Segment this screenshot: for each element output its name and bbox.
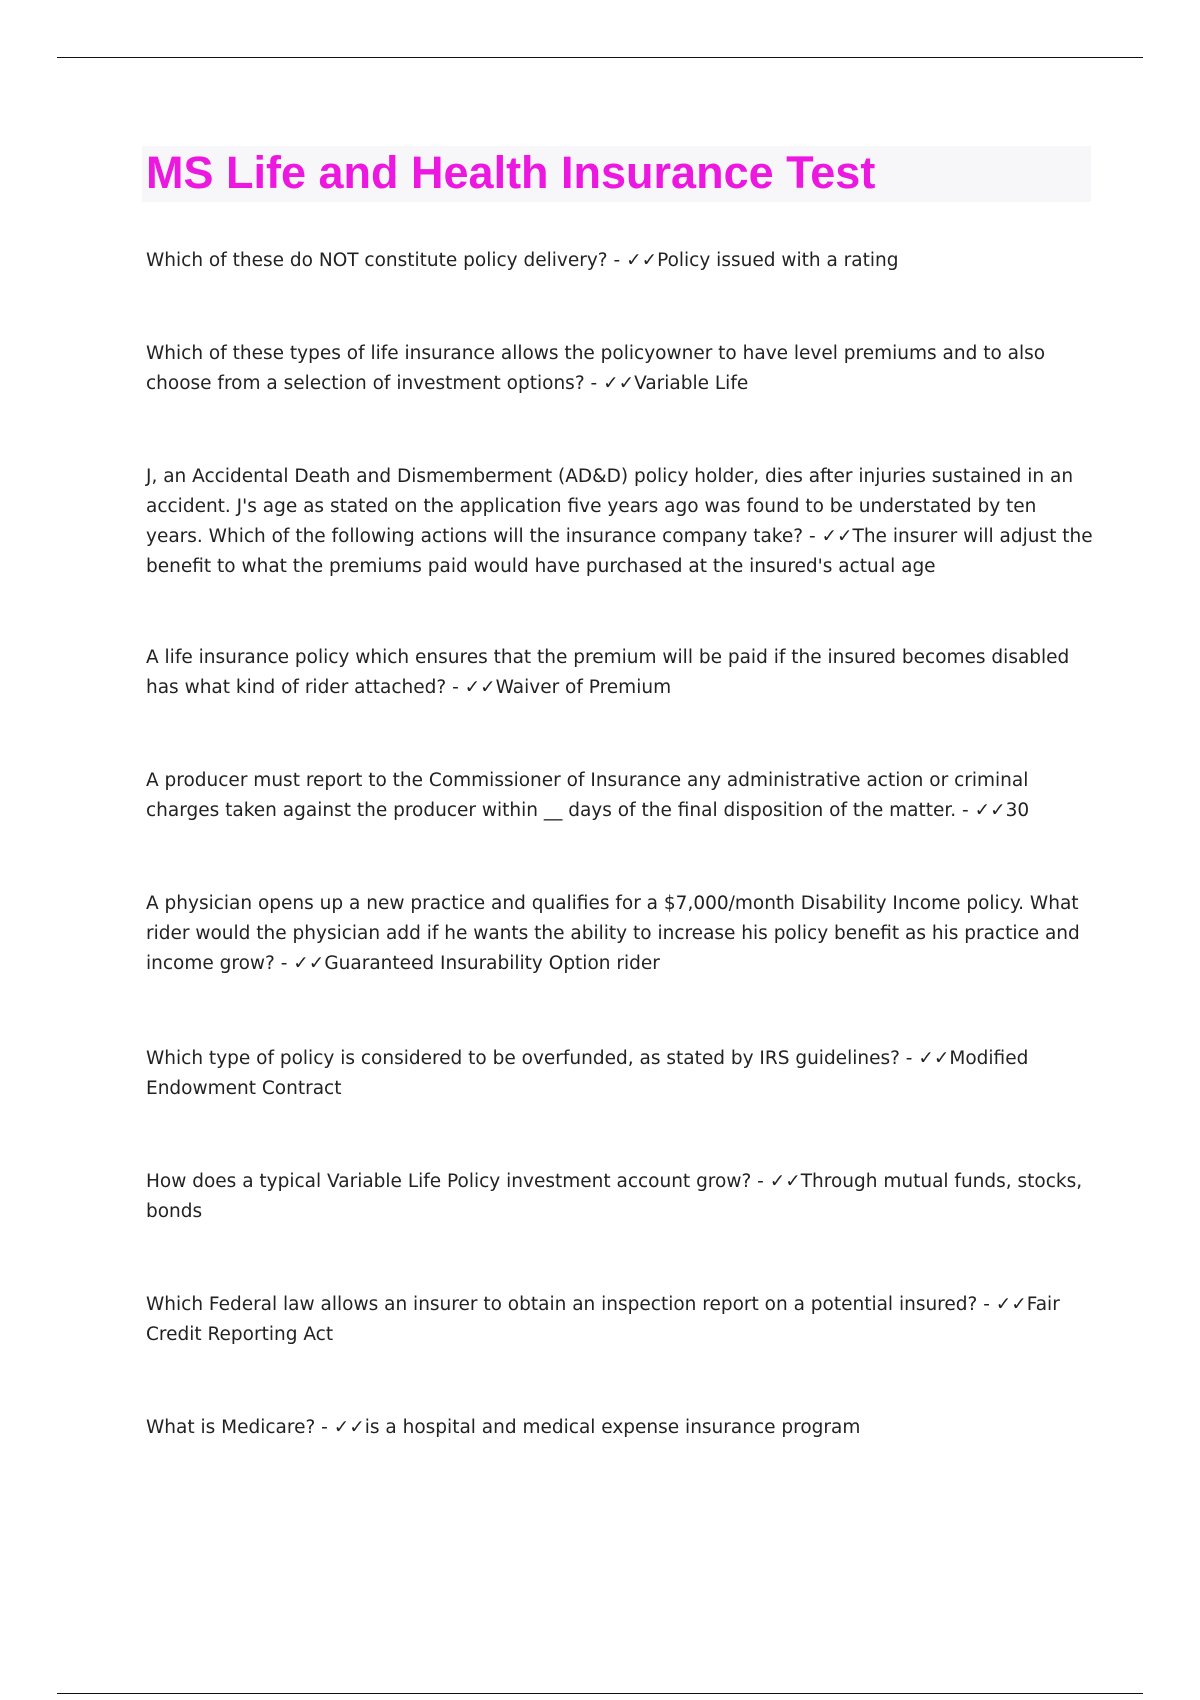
double-check-icon: ✓✓ — [333, 1417, 365, 1438]
qa-item-4 — [146, 643, 1096, 703]
separator: - — [274, 953, 294, 974]
qa-item-8 — [146, 1167, 1096, 1227]
double-check-icon: ✓✓ — [626, 250, 658, 271]
qa-item-5 — [146, 766, 1096, 826]
separator: - — [956, 800, 975, 821]
answer-text: Fair Credit Reporting Act — [146, 1294, 1060, 1345]
separator: - — [899, 1048, 919, 1069]
answer-text: Policy issued with a rating — [657, 250, 899, 271]
double-check-icon: ✓✓ — [974, 800, 1006, 821]
double-check-icon: ✓✓ — [821, 526, 853, 547]
qa-item-6 — [146, 889, 1096, 979]
question-text: A physician opens up a new practice and qualifies for a $7,000/month Disability Income policy. What rider would the physician add if he wants the ability to increase his policy benefit as his practice and income grow? — [146, 893, 1080, 974]
qa-item-2 — [146, 339, 1096, 399]
qa-item-9 — [146, 1290, 1096, 1350]
answer-text: The insurer will adjust the benefit to what the premiums paid would have purchased at the insured's actual age — [146, 526, 1093, 577]
question-text: J, an Accidental Death and Dismemberment (AD&D) policy holder, dies after injuries sustained in an accident. J's age as stated on the application five years ago was found to be understated by ten years. Which of the following actions will the insurance company take? — [146, 466, 1074, 547]
separator: - — [803, 526, 822, 547]
question-text: How does a typical Variable Life Policy investment account grow? — [146, 1171, 752, 1192]
question-text: A producer must report to the Commissioner of Insurance any administrative action or criminal charges taken against the producer within __ days of the final disposition of the matter. — [146, 770, 1029, 821]
qa-item-3 — [146, 462, 1096, 582]
question-text: A life insurance policy which ensures that the premium will be paid if the insured becomes disabled has what kind of rider attached? — [146, 647, 1070, 698]
double-check-icon: ✓✓ — [293, 953, 325, 974]
answer-text: is a hospital and medical expense insurance program — [364, 1417, 861, 1438]
separator: - — [751, 1171, 770, 1192]
question-text: What is Medicare? — [146, 1417, 316, 1438]
question-text: Which of these types of life insurance allows the policyowner to have level premiums and to also choose from a selection of investment options? — [146, 343, 1046, 394]
answer-text: Variable Life — [634, 373, 749, 394]
answer-text: Modified Endowment Contract — [146, 1048, 1029, 1099]
double-check-icon: ✓✓ — [464, 677, 496, 698]
double-check-icon: ✓✓ — [603, 373, 635, 394]
qa-item-1 — [146, 246, 1096, 276]
separator: - — [607, 250, 627, 271]
top-divider — [57, 57, 1143, 58]
double-check-icon: ✓✓ — [769, 1171, 801, 1192]
double-check-icon: ✓✓ — [918, 1048, 950, 1069]
separator: - — [446, 677, 465, 698]
answer-text: Waiver of Premium — [495, 677, 672, 698]
qa-item-7 — [146, 1044, 1096, 1104]
page-title: MS Life and Health Insurance Test — [146, 147, 876, 198]
separator: - — [584, 373, 604, 394]
qa-item-10 — [146, 1413, 1096, 1443]
answer-text: 30 — [1005, 800, 1030, 821]
answer-text: Guaranteed Insurability Option rider — [324, 953, 660, 974]
bottom-divider — [57, 1693, 1143, 1694]
separator: - — [977, 1294, 996, 1315]
double-check-icon: ✓✓ — [995, 1294, 1027, 1315]
separator: - — [315, 1417, 334, 1438]
question-text: Which of these do NOT constitute policy delivery? — [146, 250, 608, 271]
answer-text: Through mutual funds, stocks, bonds — [146, 1171, 1083, 1222]
question-text: Which Federal law allows an insurer to obtain an inspection report on a potential insured? — [146, 1294, 978, 1315]
question-text: Which type of policy is considered to be overfunded, as stated by IRS guidelines? — [146, 1048, 900, 1069]
